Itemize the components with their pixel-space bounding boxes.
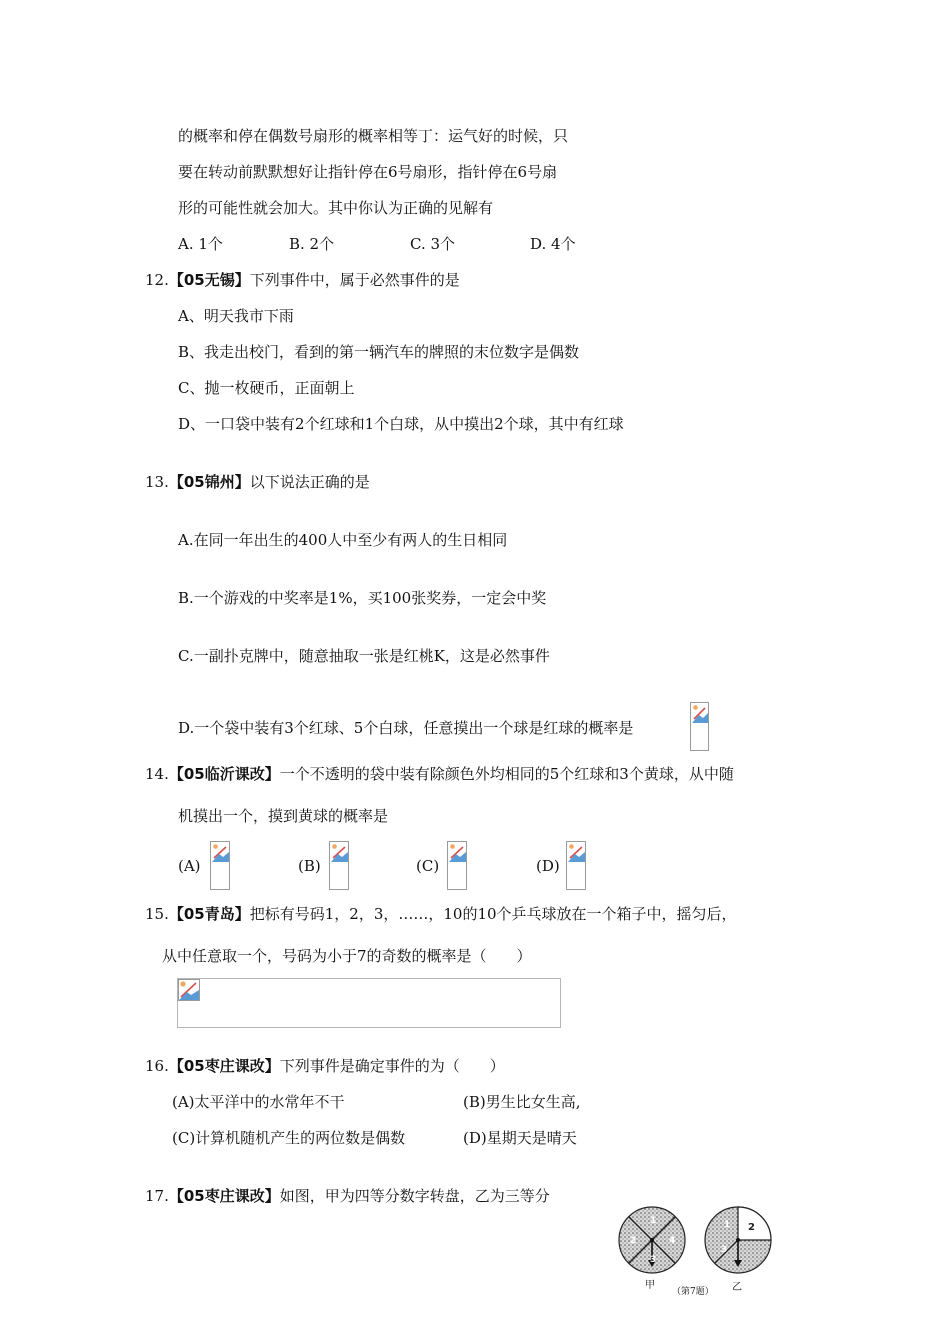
q12-number: 12. [145,271,169,289]
q11-option-d: D. 4个 [530,235,576,253]
q16-option-c: (C)计算机随机产生的两位数是偶数 [172,1129,406,1147]
q17-header [145,1186,550,1206]
q12-source-tag: 【05无锡】 [168,271,250,289]
q15-header [145,904,737,924]
q17-stem: 如图，甲为四等分数字转盘，乙为三等分 [279,1187,550,1205]
broken-image-icon [690,702,709,751]
q15-source-tag: 【05青岛】 [168,905,250,923]
q11-option-b: B. 2个 [289,235,335,253]
q13-option-b: B.一个游戏的中奖率是1%，买100张奖券，一定会中奖 [178,589,547,607]
q16-stem: 下列事件是确定事件的为（ ） [279,1057,505,1075]
broken-image-icon [178,979,200,1001]
q14-option-a-label: (A) [178,857,201,875]
q13-option-c: C.一副扑克牌中，随意抽取一张是红桃K，这是必然事件 [178,647,550,665]
q13-option-d: D.一个袋中装有3个红球、5个白球，任意摸出一个球是红球的概率是 [178,719,634,737]
q16-header [145,1056,505,1076]
spinner-right-number-3: 3 [721,1245,728,1255]
q14-number: 14. [145,765,169,783]
spinner-four-sectors [619,1207,685,1273]
q16-option-d: (D)星期天是晴天 [463,1129,577,1147]
q11-option-c: C. 3个 [410,235,456,253]
broken-image-icon [566,841,586,890]
spinner-left-number-3: 3 [650,1255,657,1265]
q11-line-2: 要在转动前默默想好让指针停在6号扇形，指针停在6号扇 [178,163,558,181]
q11-option-a: A. 1个 [178,235,223,253]
q14-option-d-label: (D) [536,857,560,875]
q14-header [145,764,734,784]
spinner-left-number-4: 4 [669,1236,676,1246]
q17-number: 17. [145,1187,169,1205]
q12-option-b: B、我走出校门，看到的第一辆汽车的牌照的末位数字是偶数 [178,343,580,361]
q13-header [145,472,370,492]
figure-caption: （第7题） [672,1287,714,1297]
q12-stem: 下列事件中，属于必然事件的是 [249,271,460,289]
q12-header [145,270,460,290]
spinner-left-number-1: 1 [650,1216,657,1226]
spinner-figure [612,1200,792,1300]
q11-line-3: 形的可能性就会加大。其中你认为正确的见解有 [178,199,494,217]
q14-stem: 一个不透明的袋中装有除颜色外均相同的5个红球和3个黄球，从中随 [279,765,734,783]
spinner-right-label: 乙 [732,1282,742,1293]
q14-option-b-label: (B) [298,857,321,875]
q14-source-tag: 【05临沂课改】 [168,765,280,783]
q15-stem: 把标有号码1，2，3，……，10的10个乒乓球放在一个箱子中，摇匀后， [249,905,737,923]
q13-source-tag: 【05锦州】 [168,473,250,491]
q13-number: 13. [145,473,169,491]
broken-image-icon [210,841,230,890]
q15-stem-line-2: 从中任意取一个，号码为小于7的奇数的概率是（ ） [162,947,532,965]
q13-option-a: A.在同一年出生的400人中至少有两人的生日相同 [178,531,508,549]
q16-number: 16. [145,1057,169,1075]
q12-option-d: D、一口袋中装有2个红球和1个白球，从中摸出2个球，其中有红球 [178,415,624,433]
q16-option-a: (A)太平洋中的水常年不干 [172,1093,345,1111]
q14-stem-line-2: 机摸出一个，摸到黄球的概率是 [178,807,389,825]
spinner-left-number-2: 2 [630,1236,637,1246]
q14-option-c-label: (C) [416,857,440,875]
broken-image-icon [447,841,467,890]
q16-option-b: (B)男生比女生高, [463,1093,581,1111]
broken-image-icon [329,841,349,890]
q12-option-a: A、明天我市下雨 [178,307,294,325]
spinner-left-label: 甲 [645,1280,655,1291]
q11-line-1: 的概率和停在偶数号扇形的概率相等丁：运气好的时候，只 [178,127,569,145]
q13-stem: 以下说法正确的是 [249,473,370,491]
spinner-right-number-1: 1 [724,1220,731,1230]
q17-source-tag: 【05枣庄课改】 [168,1187,280,1205]
spinner-three-sectors [705,1207,771,1273]
q15-number: 15. [145,905,169,923]
q12-option-c: C、抛一枚硬币，正面朝上 [178,379,355,397]
broken-image-frame [177,978,561,1028]
spinner-right-number-2: 2 [748,1222,755,1233]
q16-source-tag: 【05枣庄课改】 [168,1057,280,1075]
